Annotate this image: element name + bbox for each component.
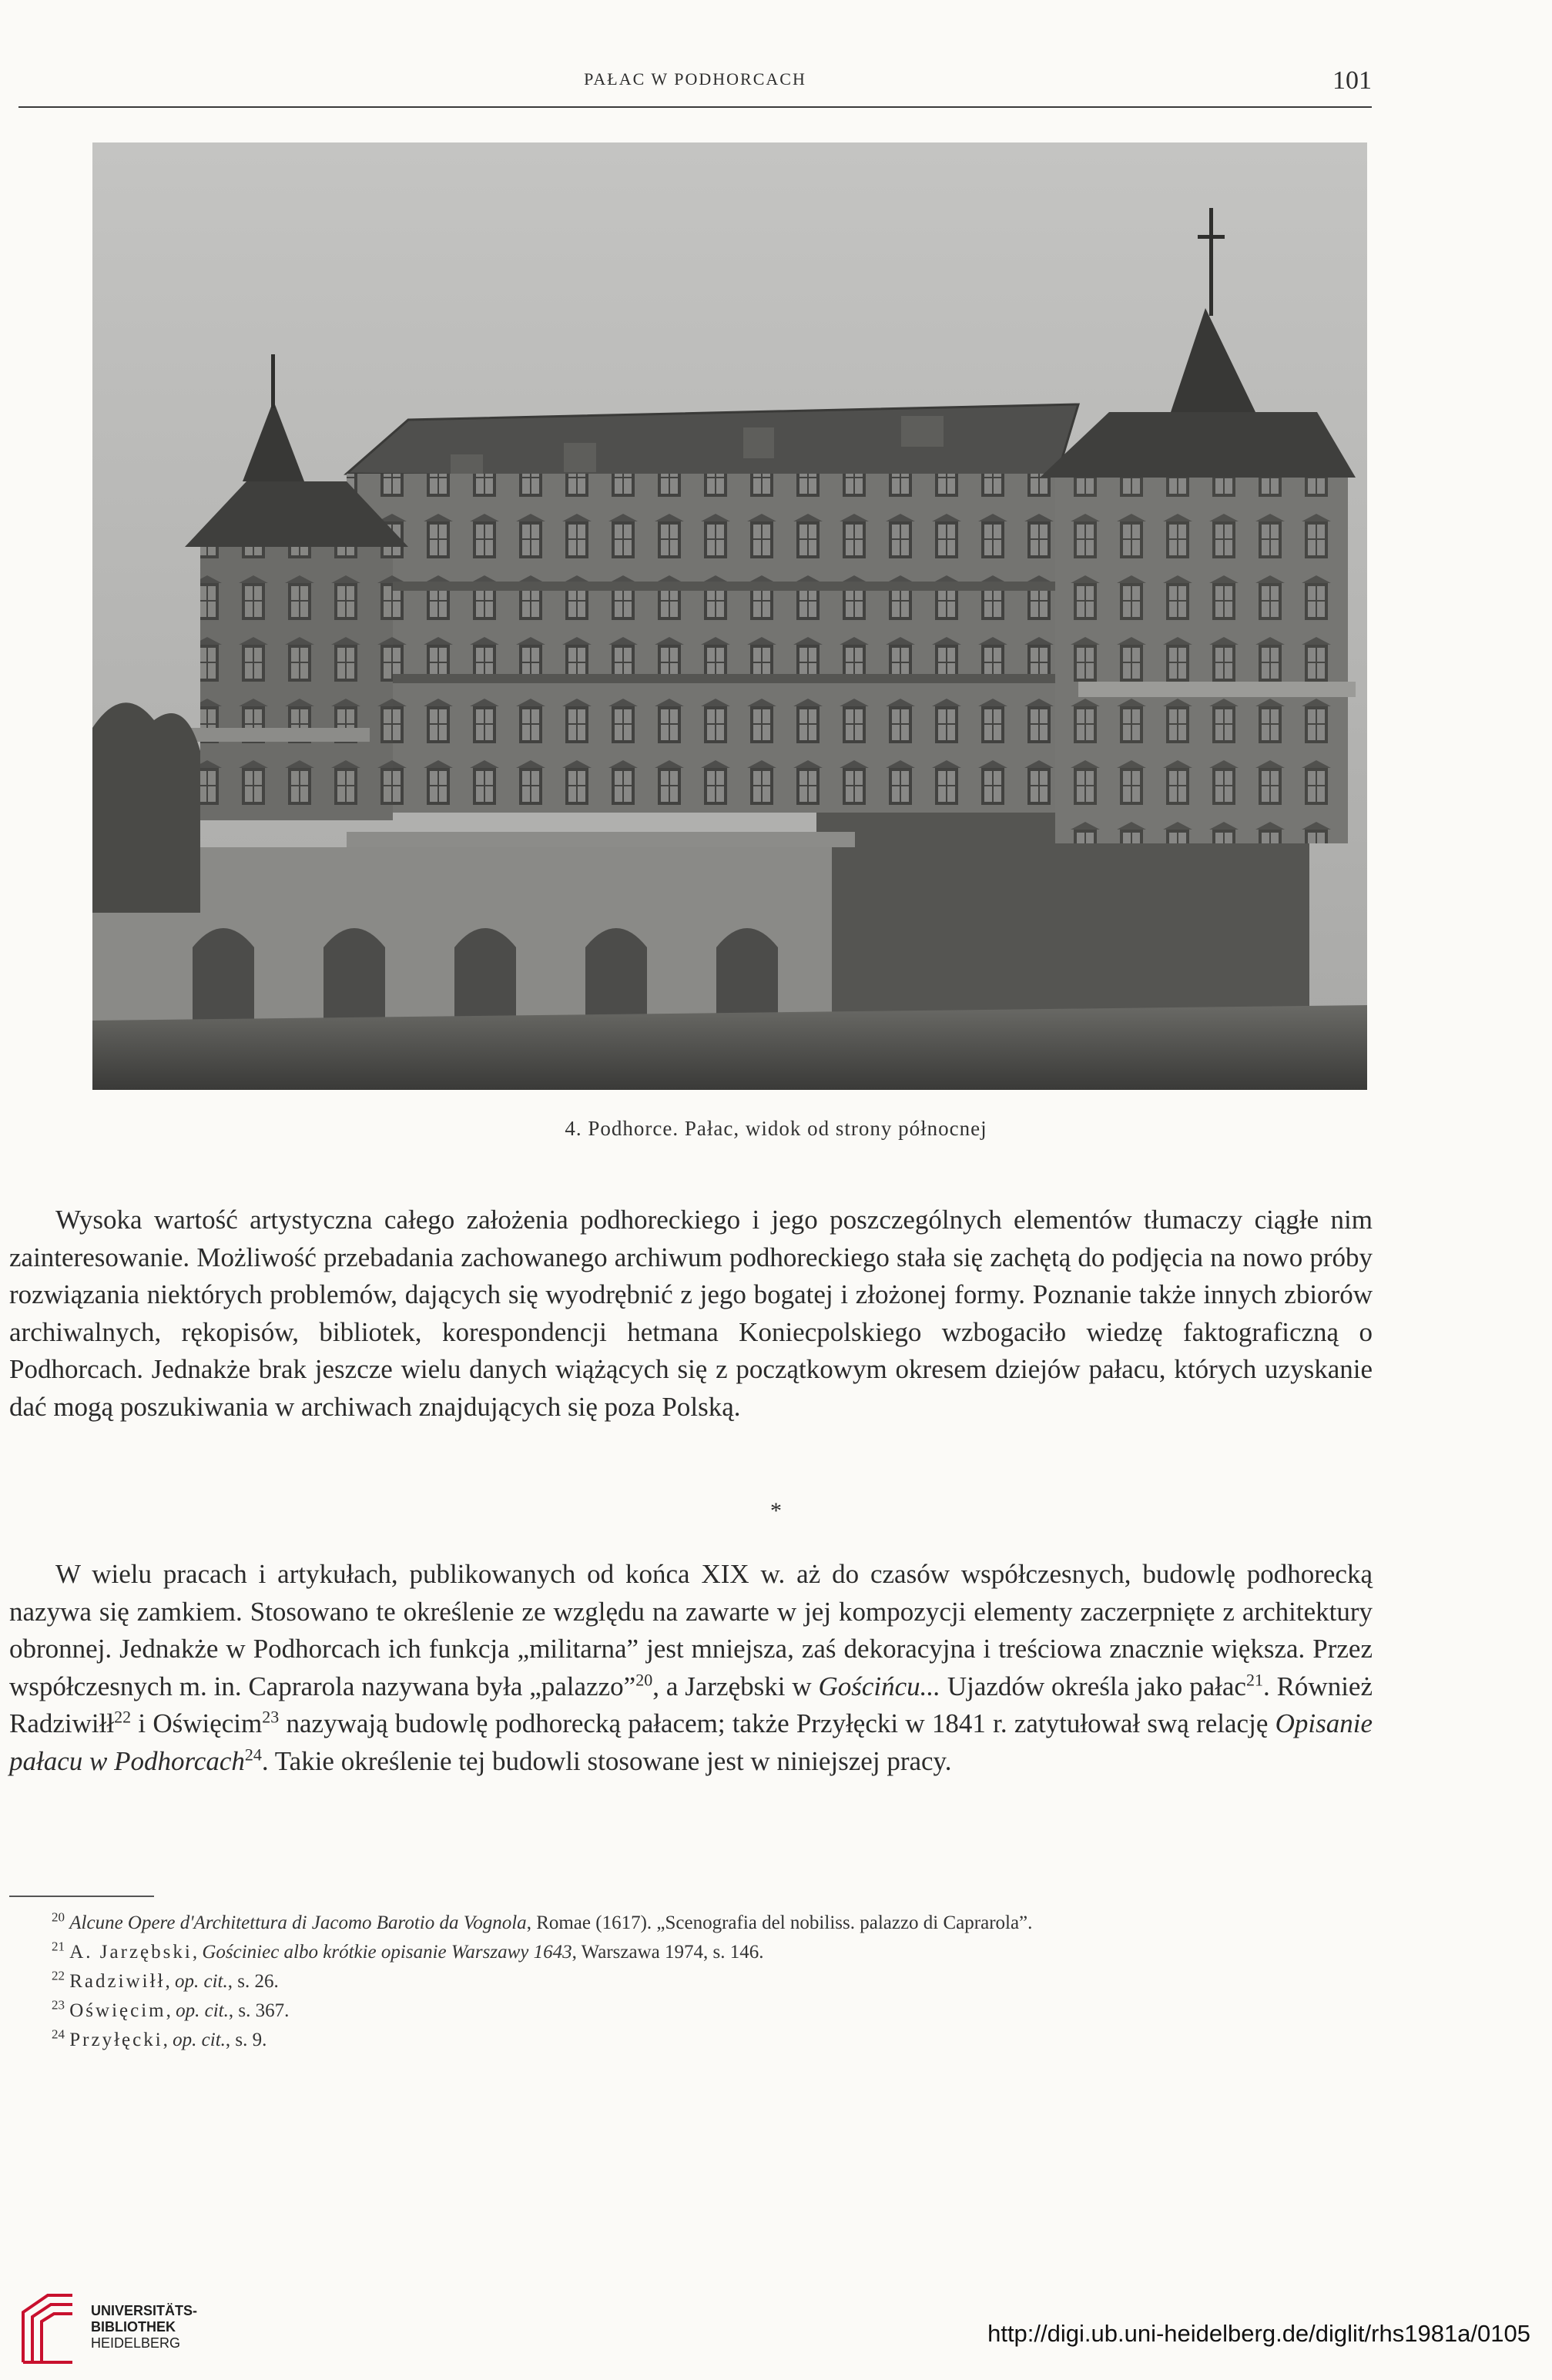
section-separator: * [770, 1498, 782, 1524]
footnote-number: 21 [52, 1939, 65, 1954]
paragraph-2-text: W wielu pracach i artykułach, publikowanych od końca XIX w. aż do czasów współczesnych, budowlę podhorecką nazywa się zamkiem. Stosowano te określenie ze względu na zawarte w jej kompozycji elementy zaczerpnięte z architektury obronnej. Jednakże w Podhorcach ich funkcja „militarna” jest mniejsza, zaś dekoracyjna i treściowa znacznie większa. Przez współczesnych m. in. Caprarola nazywana była „palazzo” [9, 1559, 1373, 1701]
paragraph-2-text: i Oświęcim [131, 1708, 263, 1738]
library-name-line: UNIVERSITÄTS- [91, 2303, 198, 2318]
body-paragraph-2 [9, 1556, 1373, 1780]
footnote-ref-24[interactable]: 24 [244, 1744, 262, 1764]
library-name-line: BIBLIOTHEK [91, 2319, 176, 2335]
footnote-number: 23 [52, 1997, 65, 2013]
footnotes [9, 1909, 1373, 2055]
footnote-ref-21[interactable]: 21 [1245, 1669, 1263, 1689]
footnote-text: , s. 26. [227, 1971, 279, 1992]
footnote-author: A. Jarzębski [69, 1942, 193, 1963]
digitization-footer [0, 2274, 1552, 2380]
library-name-line: HEIDELBERG [91, 2335, 181, 2351]
palace-photo-illustration [92, 142, 1367, 1090]
footnote-title: Alcune Opere d'Architettura di Jacomo Barotio da Vognola [69, 1912, 527, 1933]
footnote-title: op. cit. [174, 1971, 228, 1992]
work-title: Gościńcu... [818, 1671, 940, 1701]
footnote-ref-23[interactable]: 23 [262, 1707, 280, 1727]
footnote-22: $^{22}$ Radziwiłł, op. cit., s. 26. [52, 1968, 279, 1992]
footnote-divider [9, 1896, 154, 1897]
footnote-text: , Romae (1617). „Scenografia del nobiliss. palazzo di Caprarola”. [526, 1912, 1033, 1933]
palace-photograph [92, 142, 1367, 1090]
footnote-text: , s. 367. [228, 2000, 290, 2021]
paragraph-2-text: , a Jarzębski w [652, 1671, 819, 1701]
paragraph-2-text: . Również Radziwiłł [9, 1671, 1373, 1738]
page-number: 101 [1332, 66, 1372, 95]
figure-caption: 4. Podhorce. Pałac, widok od strony północnej [565, 1117, 987, 1140]
source-url-link[interactable]: http://digi.ub.uni-heidelberg.de/diglit/rhs1981a/0105 [987, 2320, 1530, 2347]
paragraph-2-text: Ujazdów określa jako pałac [940, 1671, 1246, 1701]
library-name [91, 2303, 197, 2352]
ub-heidelberg-logo-icon[interactable] [17, 2289, 79, 2366]
footnote-text: , Warszawa 1974, s. 146. [572, 1942, 764, 1963]
footnote-title: op. cit. [173, 2030, 226, 2050]
running-head: PAŁAC W PODHORCACH [584, 69, 806, 89]
footnote-text: , s. 9. [225, 2030, 267, 2050]
paragraph-2-text: . Takie określenie tej budowli stosowane jest w niniejszej pracy. [261, 1745, 952, 1776]
work-title: Opisanie pałacu w Podhorcach [9, 1708, 1373, 1776]
footnote-number: 20 [52, 1909, 65, 1925]
page-header [18, 63, 1372, 108]
footnote-author: Radziwiłł [69, 1971, 166, 1992]
footnote-23: $^{23}$ Oświęcim, op. cit., s. 367. [52, 1997, 290, 2021]
footnote-author: Oświęcim [69, 2000, 166, 2021]
footnote-title: op. cit. [176, 2000, 229, 2021]
footnote-ref-20[interactable]: 20 [635, 1669, 653, 1689]
footnote-21: $^{21}$ A. Jarzębski, Gościniec albo krótkie opisanie Warszawy 1643, Warszawa 1974, s. 146. [52, 1939, 764, 1963]
footnote-20 [9, 1909, 1373, 1938]
footnote-24: $^{24}$ Przyłęcki, op. cit., s. 9. [52, 2026, 267, 2050]
body-paragraph-1: Wysoka wartość artystyczna całego założenia podhoreckiego i jego poszczególnych elementów tłumaczy ciągłe nim zainteresowanie. Możliwość przebadania zachowanego archiwum podhoreckiego stała się zachętą do podjęcia na nowo próby rozwiązania niektórych problemów, dających się wyodrębnić z jego bogatej i złożonej formy. Poznanie także innych zbiorów archiwalnych, rękopisów, bibliotek, korespondencji hetmana Koniecpolskiego wzbogaciło wiedzę faktograficzną o Podhorcach. Jednakże brak jeszcze wielu danych wiążących się z początkowym okresem dziejów pałacu, których uzyskanie dać mogą poszukiwania w archiwach znajdujących się poza Polską. [9, 1205, 1373, 1422]
paragraph-2-text: nazywają budowlę podhorecką pałacem; także Przyłęcki w 1841 r. zatytułował swą relację [279, 1708, 1275, 1738]
footnote-author: Przyłęcki [69, 2030, 163, 2050]
footnote-number: 22 [52, 1968, 65, 1983]
footnote-ref-22[interactable]: 22 [114, 1707, 132, 1727]
footnote-title: Gościniec albo krótkie opisanie Warszawy 1643 [202, 1942, 572, 1963]
footnote-number: 24 [52, 2026, 65, 2042]
